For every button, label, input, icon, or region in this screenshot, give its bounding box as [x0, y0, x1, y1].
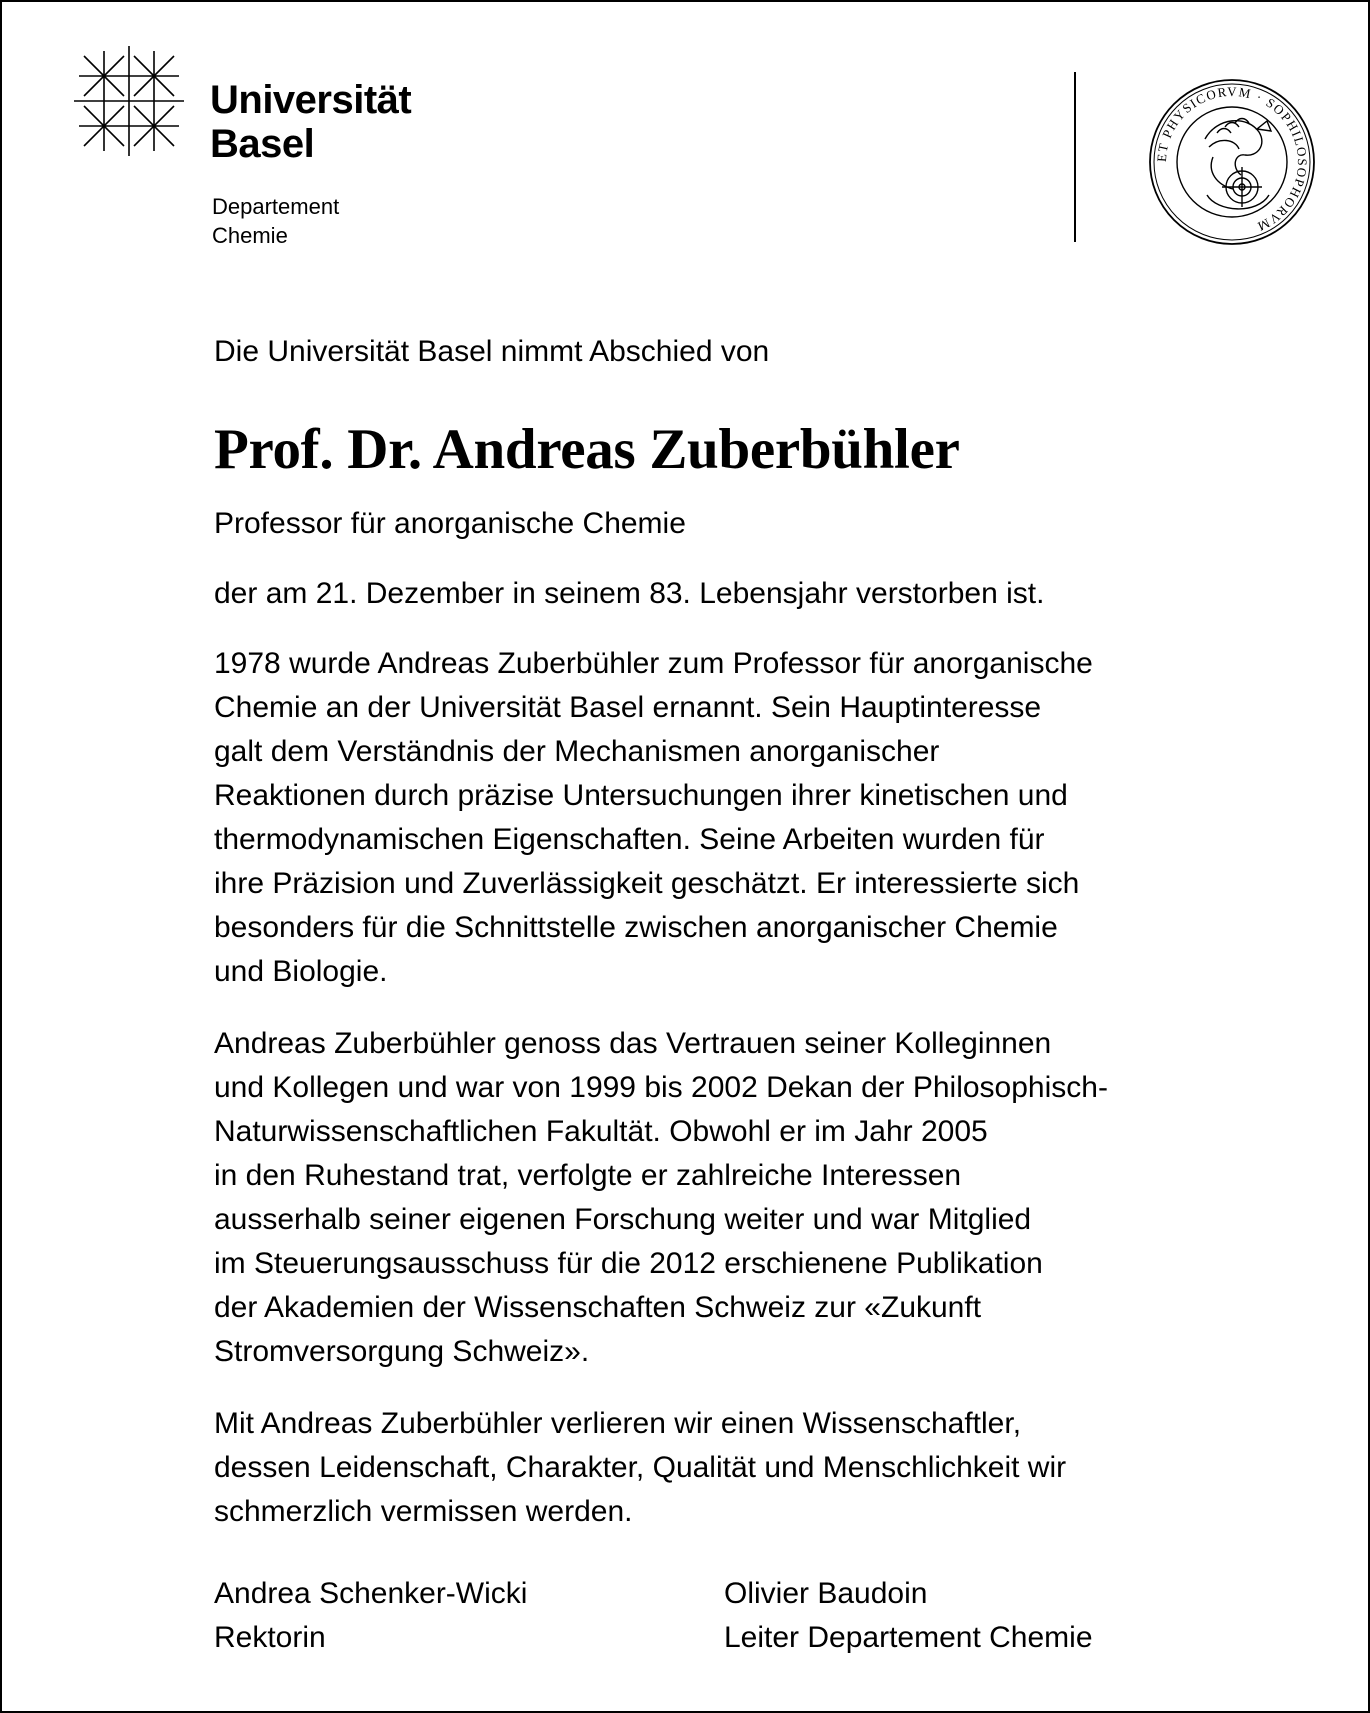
seal-text: ET PHYSICORVM · SOPHILOSOPHORVM: [1153, 83, 1311, 235]
deceased-title: Professor für anorganische Chemie: [214, 507, 686, 540]
paragraph-line: der Akademien der Wissenschaften Schweiz zur «Zukunft: [214, 1291, 982, 1324]
paragraph-line: 1978 wurde Andreas Zuberbühler zum Professor für anorganische: [214, 647, 1093, 680]
paragraph-career: [214, 642, 1344, 994]
signature-role: Rektorin: [214, 1621, 326, 1654]
paragraph-line: besonders für die Schnittstelle zwischen anorganischer Chemie: [214, 911, 1058, 944]
paragraph-line: in den Ruhestand trat, verfolgte er zahlreiche Interessen: [214, 1159, 962, 1192]
paragraph-line: galt dem Verständnis der Mechanismen anorganischer: [214, 735, 940, 768]
date-line: der am 21. Dezember in seinem 83. Lebensjahr verstorben ist.: [214, 577, 1045, 610]
paragraph-farewell: [214, 1402, 1344, 1534]
paragraph-line: und Biologie.: [214, 955, 388, 988]
paragraph-line: ihre Präzision und Zuverlässigkeit geschätzt. Er interessierte sich: [214, 867, 1080, 900]
paragraph-line: Mit Andreas Zuberbühler verlieren wir einen Wissenschaftler,: [214, 1407, 1022, 1440]
university-name-line1: Universität: [210, 78, 412, 122]
university-name-line2: Basel: [210, 122, 315, 166]
deceased-name: Prof. Dr. Andreas Zuberbühler: [214, 418, 960, 481]
signature-name: Andrea Schenker-Wicki: [214, 1577, 528, 1610]
intro-line: Die Universität Basel nimmt Abschied von: [214, 335, 770, 368]
paragraph-line: dessen Leidenschaft, Charakter, Qualität und Menschlichkeit wir: [214, 1451, 1067, 1484]
paragraph-line: schmerzlich vermissen werden.: [214, 1495, 633, 1528]
signature-name: Olivier Baudoin: [724, 1577, 928, 1610]
paragraph-line: Naturwissenschaftlichen Fakultät. Obwohl er im Jahr 2005: [214, 1115, 988, 1148]
department-line1: Departement: [212, 194, 340, 219]
seal-icon: [1147, 77, 1317, 247]
paragraph-line: im Steuerungsausschuss für die 2012 erschienene Publikation: [214, 1247, 1043, 1280]
paragraph-line: thermodynamischen Eigenschaften. Seine Arbeiten wurden für: [214, 823, 1045, 856]
paragraph-line: Reaktionen durch präzise Untersuchungen ihrer kinetischen und: [214, 779, 1068, 812]
department-line2: Chemie: [212, 223, 288, 248]
department-name: [212, 192, 339, 250]
university-seal: [1147, 77, 1317, 247]
paragraph-line: Chemie an der Universität Basel ernannt. Sein Hauptinteresse: [214, 691, 1042, 724]
star-pattern-icon: [74, 46, 184, 156]
university-logo: [74, 46, 434, 166]
university-name: [210, 78, 411, 166]
paragraph-service: [214, 1022, 1344, 1374]
header-divider: [1074, 72, 1076, 242]
paragraph-line: und Kollegen und war von 1999 bis 2002 Dekan der Philosophisch-: [214, 1071, 1108, 1104]
signature-department-head: [724, 1572, 1093, 1660]
paragraph-line: Andreas Zuberbühler genoss das Vertrauen seiner Kolleginnen: [214, 1027, 1052, 1060]
notice-body: [214, 332, 1344, 1534]
signature-rector: [214, 1572, 527, 1660]
paragraph-line: Stromversorgung Schweiz».: [214, 1335, 590, 1368]
paragraph-line: ausserhalb seiner eigenen Forschung weiter und war Mitglied: [214, 1203, 1032, 1236]
signature-role: Leiter Departement Chemie: [724, 1621, 1093, 1654]
